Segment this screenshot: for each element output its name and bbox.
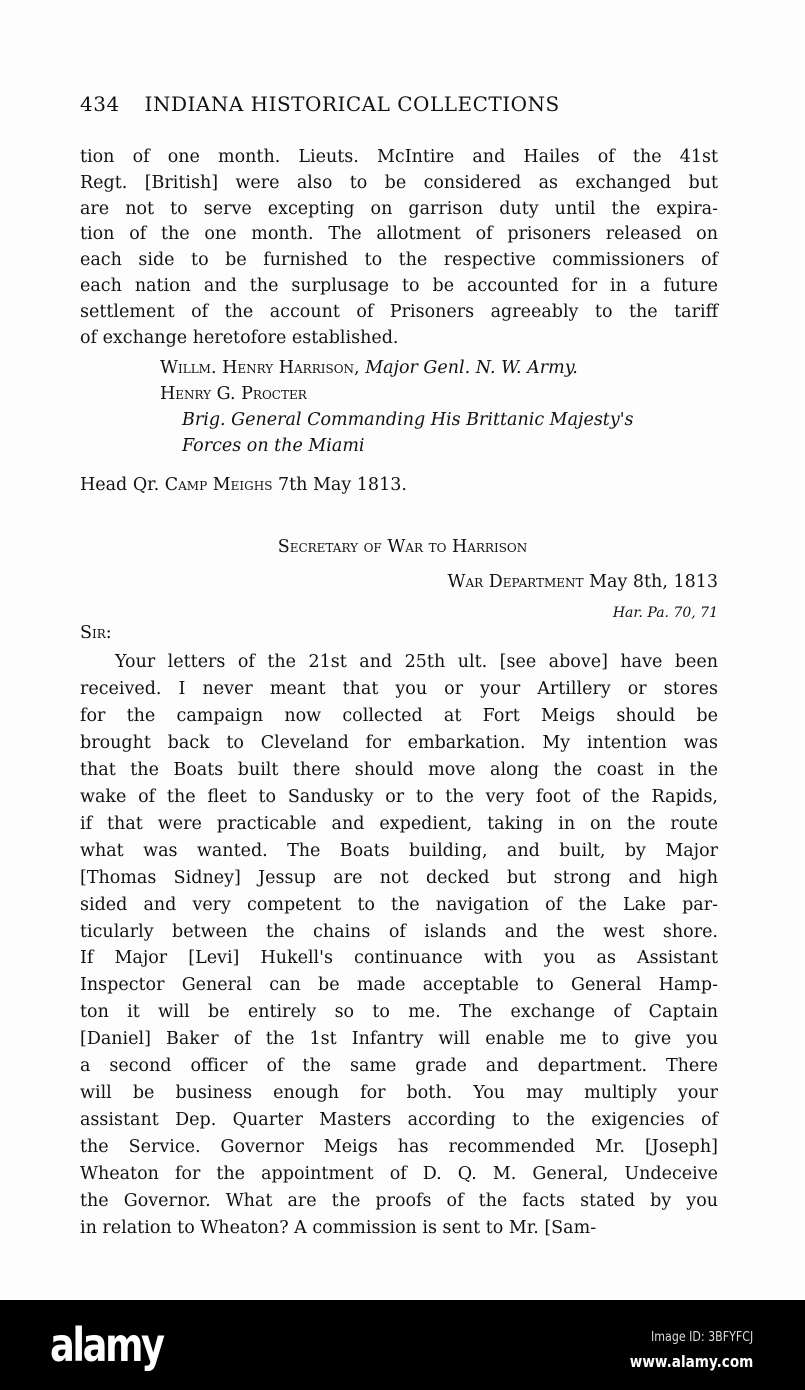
dateline-place: War Department [447,572,584,592]
text-line: sided and very competent to the navigation of the Lake par- [80,894,718,915]
alamy-logo: alamy [50,1318,163,1372]
text-line: what was wanted. The Boats building, and built, by Major [80,840,718,861]
procter-title-line-2: Forces on the Miami [182,436,365,456]
text-line: ticularly between the chains of islands and the west shore. [80,921,718,942]
source-reference: Har. Pa. 70, 71 [612,605,718,621]
dateline-camp-meighs [80,473,407,497]
text-line: assistant Dep. Quarter Masters according to the exigencies of [80,1110,718,1131]
dateline-date: 7th May 1813. [278,475,407,495]
text-line: brought back to Cleveland for embarkation. My intention was [80,732,718,753]
dateline-date: May 8th, 1813 [589,572,718,592]
text-line: are not to serve excepting on garrison duty until the expira- [80,198,718,219]
text-line: If Major [Levi] Hukell's continuance with you as Assistant [80,948,718,969]
text-line: each side to be furnished to the respective commissioners of [80,250,718,271]
text-line: for the campaign now collected at Fort Meigs should be [80,705,718,726]
signature-procter: Henry G. Procter [160,384,307,404]
text-line: Wheaton for the appointment of D. Q. M. General, Undeceive [80,1164,718,1185]
dateline-prefix: Head Qr. [80,475,160,495]
text-line: of exchange heretofore established. [80,327,399,348]
text-line: received. I never meant that you or your Artillery or stores [80,678,718,699]
text-line: each nation and the surplusage to be accounted for in a future [80,276,718,296]
text-line: a second officer of the same grade and department. There [80,1056,718,1077]
procter-title-line-1: Brig. General Commanding His Brittanic Majesty's [182,410,634,430]
text-line: Your letters of the 21st and 25th ult. [see above] have been [115,652,718,672]
text-line: settlement of the account of Prisoners agreeably to the tariff [80,301,718,322]
text-line: the Governor. What are the proofs of the facts stated by you [80,1191,718,1211]
watermark-bar [0,1300,805,1390]
image-id: Image ID: 3BFYFCJ [650,1330,753,1345]
dateline-war-department [447,570,718,594]
text-line: that the Boats built there should move along the coast in the [80,759,718,780]
text-line: tion of one month. Lieuts. McIntire and Hailes of the 41st [80,147,718,167]
text-line: will be business enough for both. You may multiply your [80,1083,718,1104]
text-line: the Service. Governor Meigs has recommended Mr. [Joseph] [80,1137,718,1158]
signer-name: Willm. Henry Harrison, [160,358,360,378]
text-line: Inspector General can be made acceptable to General Hamp- [80,975,718,996]
signer-title: Major Genl. N. W. Army. [365,358,578,378]
website-link: www.alamy.com [629,1352,753,1371]
text-line: ton it will be entirely so to me. The exchange of Captain [80,1002,718,1023]
text-line: [Daniel] Baker of the 1st Infantry will enable me to give you [80,1029,718,1050]
text-line: [Thomas Sidney] Jessup are not decked but strong and high [80,867,718,888]
text-line: wake of the fleet to Sandusky or to the very foot of the Rapids, [80,786,718,807]
text-line: Regt. [British] were also to be considered as exchanged but [80,172,718,193]
page-number: 434 [80,92,120,116]
signature-harrison [160,356,578,380]
dateline-place: Camp Meighs [164,475,273,495]
text-line: tion of the one month. The allotment of prisoners released on [80,224,718,245]
text-line: in relation to Wheaton? A commission is sent to Mr. [Sam- [80,1217,597,1238]
section-title: Secretary of War to Harrison [277,537,528,557]
text-line: if that were practicable and expedient, taking in on the route [80,813,718,834]
running-title: INDIANA HISTORICAL COLLECTIONS [144,92,560,116]
running-header [80,92,560,116]
salutation: Sir: [80,623,112,643]
